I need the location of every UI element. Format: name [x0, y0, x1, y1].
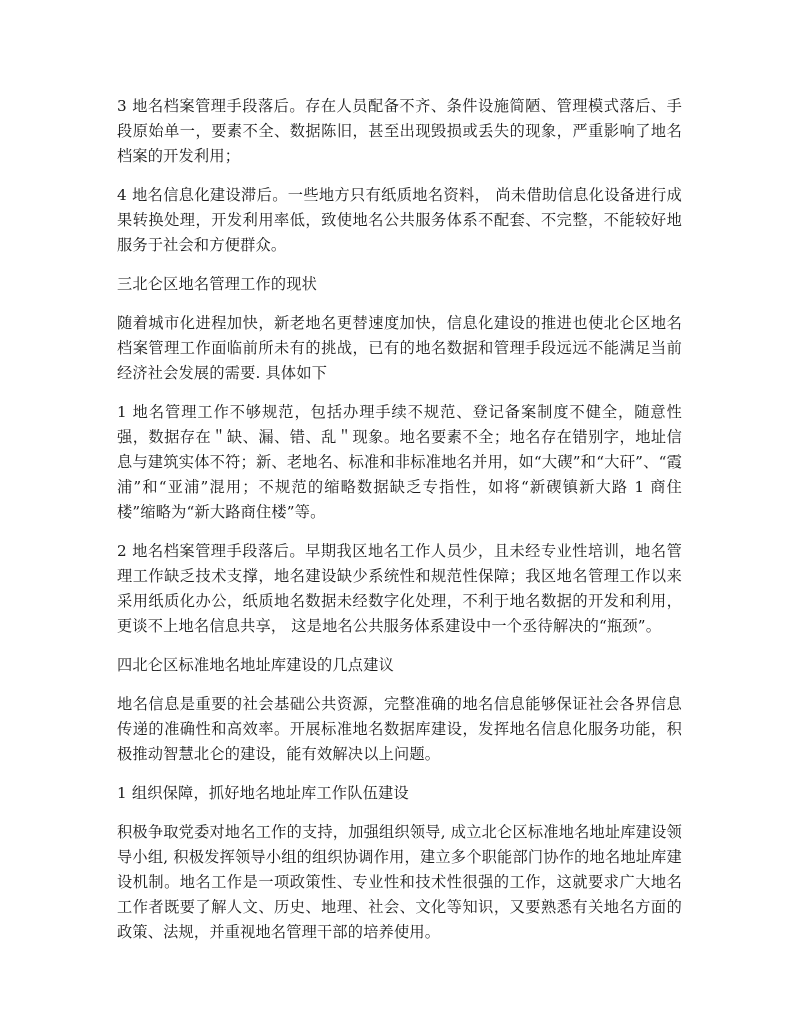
paragraph-status-item-1: 1 地名管理工作不够规范，包括办理手续不规范、登记备案制度不健全，随意性强，数据存在＂缺、漏、错、乱＂现象。地名要素不全；地名存在错别字，地址信息与建筑实体不符；新、老地名、标准和非标准地名并用，如“大碶”和“大矸”、“霞浦”和“亚浦”混用；不规范的缩略数据缺乏专指性，如将“新碶镇新大路 1 商住楼”缩略为“新大路商住楼”等。	[117, 403, 682, 521]
document-body	[117, 94, 682, 959]
paragraph-item-3-archive-management: 3 地名档案管理手段落后。存在人员配备不齐、条件设施简陋、管理模式落后、手段原始单一，要素不全、数据陈旧，甚至出现毁损或丢失的现象，严重影响了地名档案的开发利用；	[117, 97, 682, 165]
paragraph-suggestions-intro: 地名信息是重要的社会基础公共资源，完整准确的地名信息能够保证社会各界信息传递的准确性和高效率。开展标准地名数据库建设，发挥地名信息化服务功能，积极推动智慧北仑的建设，能有效解决以上问题。	[117, 695, 682, 763]
paragraph-item-4-informatization: 4 地名信息化建设滞后。一些地方只有纸质地名资料， 尚未借助信息化设备进行成果转换处理，开发利用率低，致使地名公共服务体系不配套、不完整，不能较好地服务于社会和方便群众。	[117, 186, 682, 254]
section-heading-current-status: 三北仑区地名管理工作的现状	[117, 275, 318, 293]
paragraph-organization-guarantee: 积极争取党委对地名工作的支持，加强组织领导, 成立北仑区标准地名地址库建设领导小组, 积极发挥领导小组的组织协调作用，建立多个职能部门协作的地名地址库建设机制。地名工作是一项政策性、专业性和技术性很强的工作，这就要求广大地名工作者既要了解人文、历史、地理、社会、文化等知识，又要熟悉有关地名方面的政策、法规，并重视地名管理干部的培养使用。	[117, 823, 682, 941]
subheading-organization-guarantee: 1 组织保障，抓好地名地址库工作队伍建设	[117, 784, 409, 802]
section-heading-suggestions: 四北仑区标准地名地址库建设的几点建议	[117, 656, 394, 674]
paragraph-status-intro: 随着城市化进程加快，新老地名更替速度加快，信息化建设的推进也使北仑区地名档案管理工作面临前所未有的挑战，已有的地名数据和管理手段远远不能满足当前经济社会发展的需要. 具体如下	[117, 314, 682, 382]
paragraph-status-item-2: 2 地名档案管理手段落后。早期我区地名工作人员少，且未经专业性培训，地名管理工作缺乏技术支撑，地名建设缺少系统性和规范性保障；我区地名管理工作以来采用纸质化办公，纸质地名数据未经数字化处理，不利于地名数据的开发和利用，更谈不上地名信息共享， 这是地名公共服务体系建设中一个丞待解决的“瓶颈”。	[117, 542, 682, 635]
